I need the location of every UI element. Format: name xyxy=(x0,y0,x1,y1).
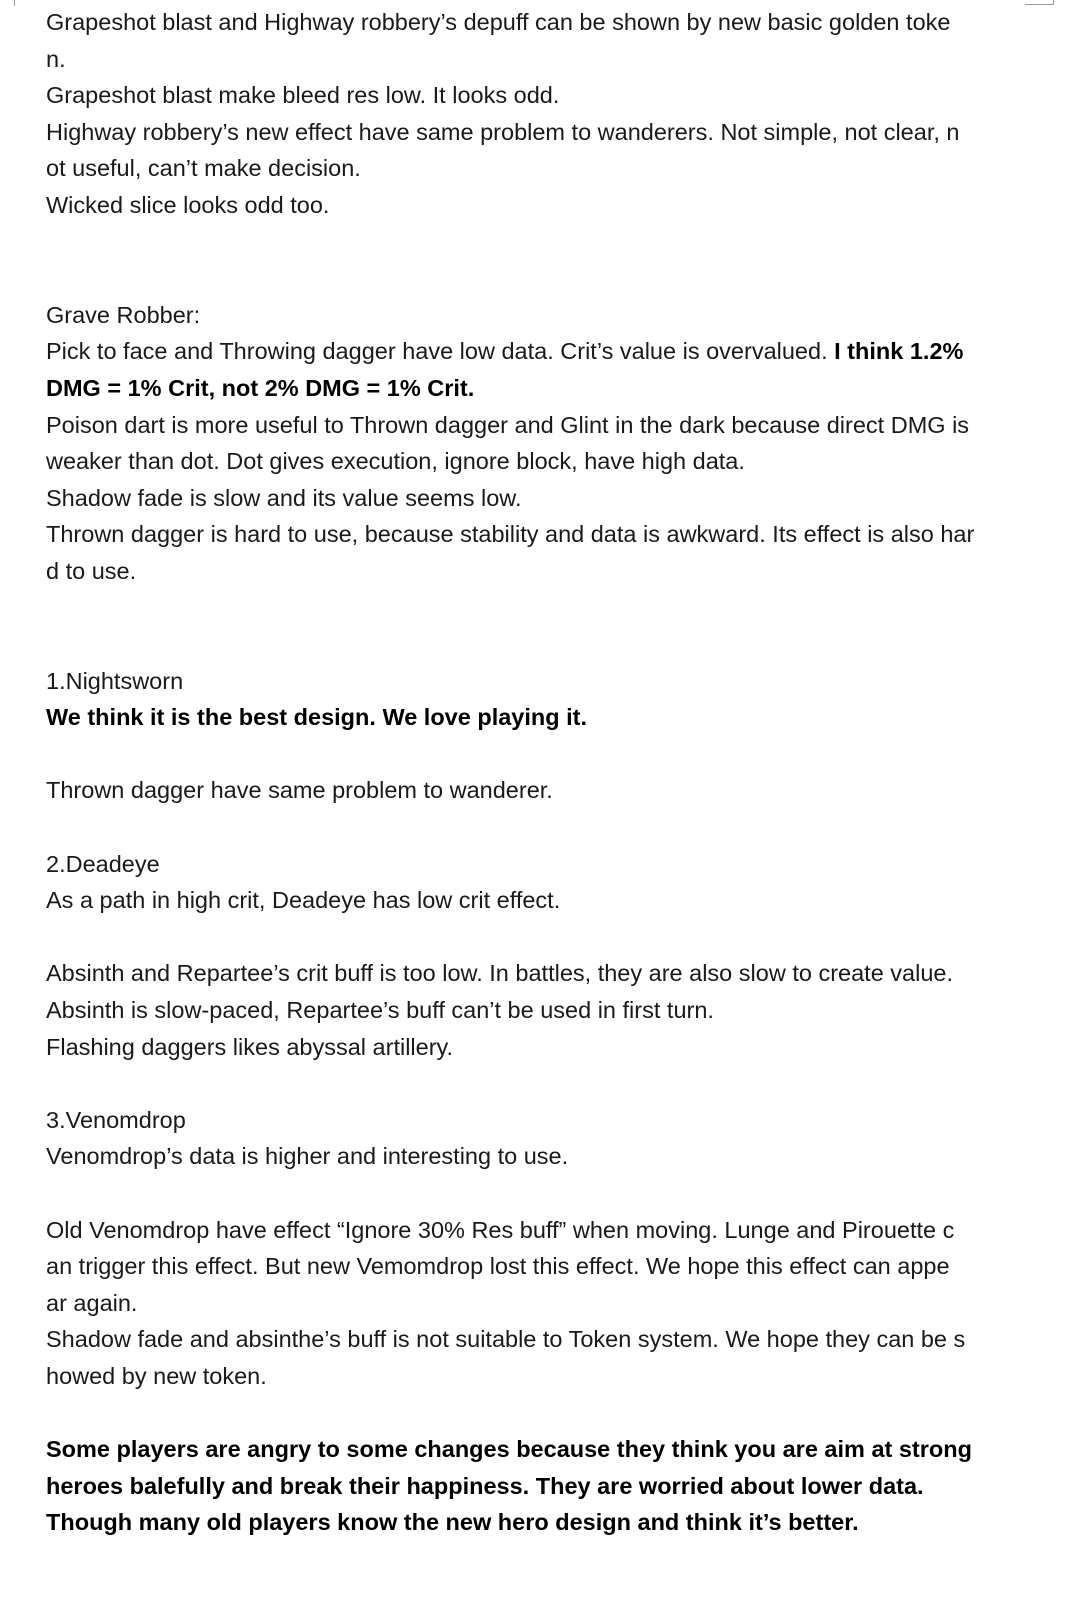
text-line xyxy=(46,1504,1036,1541)
text-line-content: Wicked slice looks odd too. xyxy=(46,191,330,218)
text-line xyxy=(46,1468,1036,1505)
text-line-content: Thrown dagger is hard to use, because stability and data is awkward. Its effect is also har xyxy=(46,521,975,548)
text-line xyxy=(46,1029,1036,1066)
blank-line xyxy=(46,1175,1036,1212)
text-line xyxy=(46,187,1036,224)
text-line xyxy=(46,846,1036,883)
text-line xyxy=(46,882,1036,919)
blank-line xyxy=(46,626,1036,663)
text-line xyxy=(46,4,1036,41)
text-line xyxy=(46,772,1036,809)
blank-line xyxy=(46,919,1036,956)
blank-line xyxy=(46,1395,1036,1432)
text-line xyxy=(46,663,1036,700)
text-line xyxy=(46,443,1036,480)
blank-line xyxy=(46,736,1036,773)
text-line xyxy=(46,480,1036,517)
text-line xyxy=(46,114,1036,151)
text-line-content: weaker than dot. Dot gives execution, ignore block, have high data. xyxy=(46,448,745,475)
text-line-content: 2.Deadeye xyxy=(46,850,160,877)
text-line xyxy=(46,1358,1036,1395)
text-line-content: Grapeshot blast make bleed res low. It looks odd. xyxy=(46,82,560,109)
text-line-content: Though many old players know the new hero design and think it’s better. xyxy=(46,1509,859,1536)
text-line-content: Poison dart is more useful to Thrown dagger and Glint in the dark because direct DMG is xyxy=(46,411,970,438)
text-line-content: n. xyxy=(46,45,66,72)
text-line-content: 3.Venomdrop xyxy=(46,1106,186,1133)
blank-line xyxy=(46,260,1036,297)
text-line-content: We think it is the best design. We love playing it. xyxy=(46,704,588,731)
text-line xyxy=(46,1431,1036,1468)
text-line-content: Flashing daggers likes abyssal artillery. xyxy=(46,1033,454,1060)
text-line xyxy=(46,1102,1036,1139)
text-line-content: howed by new token. xyxy=(46,1362,267,1389)
blank-line xyxy=(46,1065,1036,1102)
text-line xyxy=(46,1248,1036,1285)
text-line xyxy=(46,333,1036,370)
text-line-content: Absinth and Repartee’s crit buff is too low. In battles, they are also slow to create value. xyxy=(46,960,953,987)
text-line-content: DMG = 1% Crit, not 2% DMG = 1% Crit. xyxy=(46,374,475,401)
text-line-content: ot useful, can’t make decision. xyxy=(46,155,361,182)
text-line xyxy=(46,407,1036,444)
text-line xyxy=(46,41,1036,78)
text-line-content: 1.Nightsworn xyxy=(46,667,184,694)
blank-line xyxy=(46,590,1036,627)
text-line-content: heroes balefully and break their happiness. They are worried about lower data. xyxy=(46,1472,924,1499)
page-edge-mark-left xyxy=(14,0,15,6)
document-body xyxy=(46,4,1036,1541)
text-line-content: Some players are angry to some changes because they think you are aim at strong xyxy=(46,1436,972,1463)
text-line-content: Pick to face and Throwing dagger have low data. Crit’s value is overvalued. xyxy=(46,338,835,365)
blank-line xyxy=(46,809,1036,846)
blank-line xyxy=(46,224,1036,261)
text-line xyxy=(46,1285,1036,1322)
text-line xyxy=(46,77,1036,114)
text-line-content: Shadow fade is slow and its value seems low. xyxy=(46,484,522,511)
text-line-content: Old Venomdrop have effect “Ignore 30% Res buff” when moving. Lunge and Pirouette c xyxy=(46,1216,955,1243)
text-line xyxy=(46,1212,1036,1249)
text-line xyxy=(46,370,1036,407)
text-line xyxy=(46,992,1036,1029)
text-line-bold-tail: I think 1.2% xyxy=(834,338,964,365)
text-line-content: Grapeshot blast and Highway robbery’s depuff can be shown by new basic golden toke xyxy=(46,9,951,35)
text-line xyxy=(46,955,1036,992)
text-line xyxy=(46,553,1036,590)
text-line-content: Highway robbery’s new effect have same problem to wanderers. Not simple, not clear, n xyxy=(46,118,960,145)
text-line-content: As a path in high crit, Deadeye has low crit effect. xyxy=(46,887,561,914)
text-line-content: d to use. xyxy=(46,557,137,584)
text-line-content: Venomdrop’s data is higher and interesting to use. xyxy=(46,1143,569,1170)
text-line xyxy=(46,150,1036,187)
text-line-content: Thrown dagger have same problem to wanderer. xyxy=(46,777,553,804)
text-line xyxy=(46,1321,1036,1358)
text-line-content: ar again. xyxy=(46,1289,138,1316)
text-line xyxy=(46,297,1036,334)
text-line xyxy=(46,516,1036,553)
text-line xyxy=(46,1138,1036,1175)
text-line-content: Shadow fade and absinthe’s buff is not suitable to Token system. We hope they can be s xyxy=(46,1326,966,1353)
text-line-content: Grave Robber: xyxy=(46,301,201,328)
text-line xyxy=(46,699,1036,736)
text-line-content: an trigger this effect. But new Vemomdrop lost this effect. We hope this effect can appe xyxy=(46,1253,950,1280)
text-line-content: Absinth is slow-paced, Repartee’s buff can’t be used in first turn. xyxy=(46,997,714,1024)
